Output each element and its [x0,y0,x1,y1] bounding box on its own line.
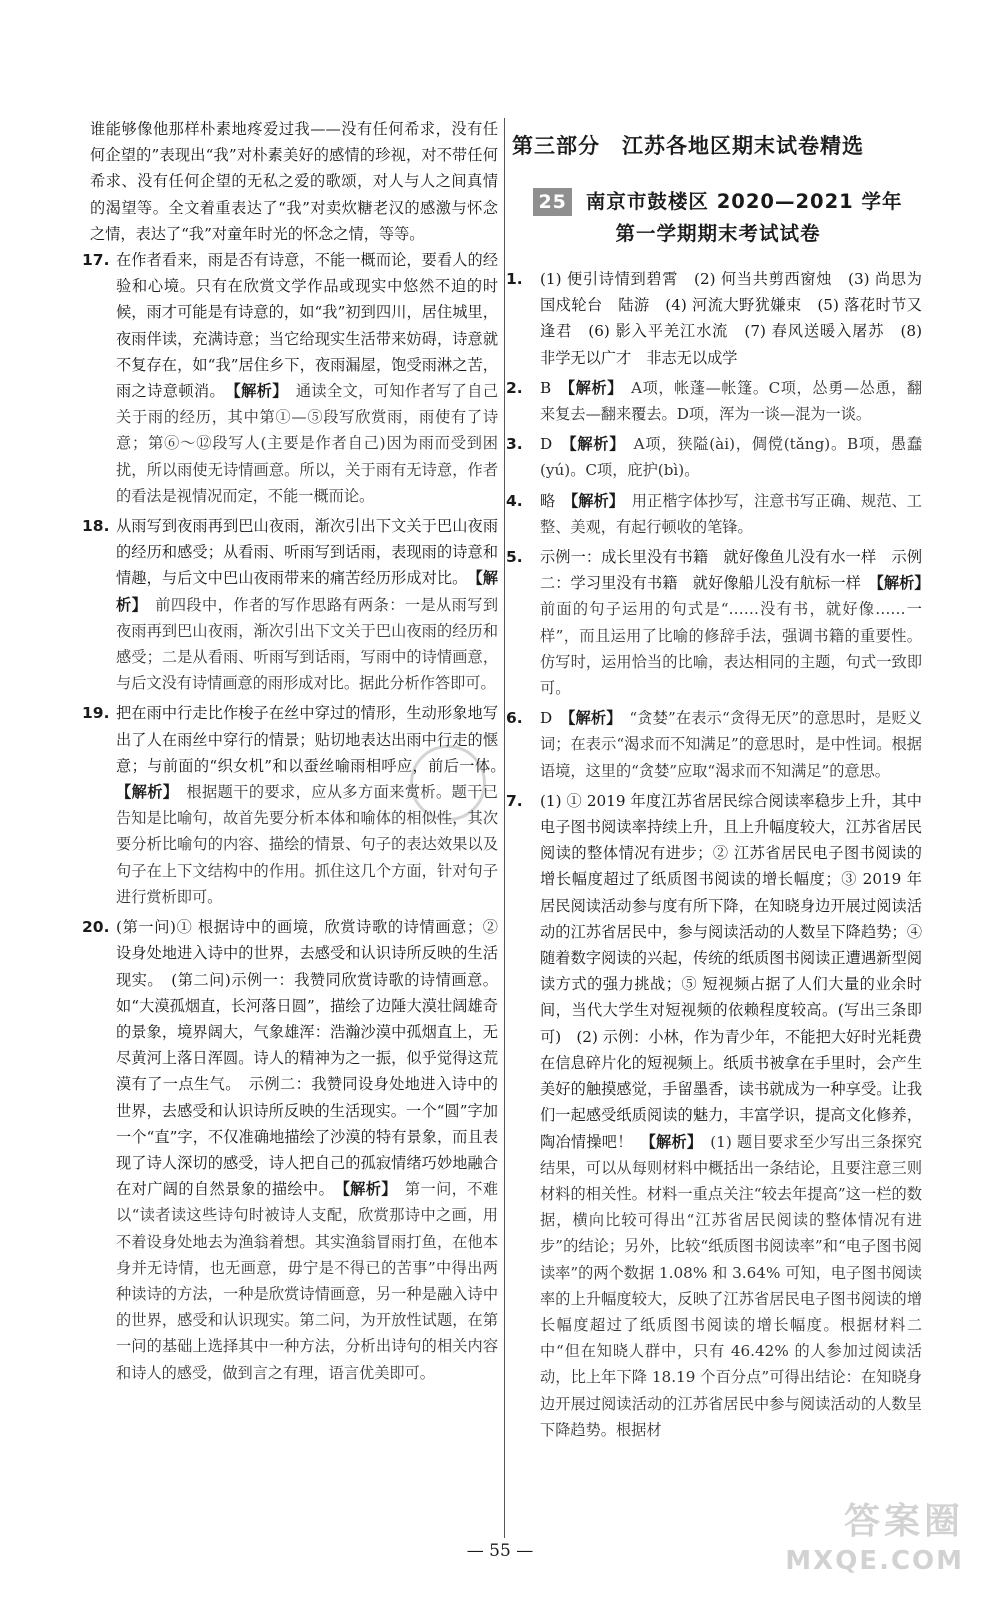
analysis-text: 通读全文，可知作者写了自己关于雨的经历，其中第①—⑤段写欣赏雨，雨使有了诗意；第⑥～⑫段写人(主要是作者自己)因为雨而受到困扰，所以雨使无诗情画意。所以，关于雨有无诗意，作者的看法是视情况而定，不能一概而论。 [116,382,499,505]
answer-item [82,914,499,1386]
analysis-text: 前面的句子运用的句式是“……没有书，就好像……一样”，而且运用了比喻的修辞手法，强调书籍的重要性。仿写时，运用恰当的比喻，表达相同的主题，句式一致即可。 [540,600,922,698]
analysis-tag: 【解析】 [648,1132,695,1151]
answer-number: 19. [82,704,110,723]
answer-text: D [540,709,553,728]
answer-text: (第一问)① 根据诗中的画境，欣赏诗歌的诗情画意；② 设身处地进入诗中的世界，去感受和认识诗所反映的生活现实。 (第二问)示例一：我赞同欣赏诗歌的诗情画意。如“大漠孤烟直，长河落日圆”，描绘了边陲大漠壮阔雄奇的景象，境界阔大，气象雄浑：浩瀚沙漠中孤烟直上，无尽黄河上落日浑圆。诗人的精神为之一振，似乎觉得这荒漠有了一点生气。 示例二：我赞同设身处地进入诗中的世界，去感受和认识诗所反映的生活现实。一个“圆”字加一个“直”字，不仅准确地描绘了沙漠的特有景象，而且表现了诗人深切的感受，诗人把自己的孤寂情绪巧妙地融合在对广阔的自然景象的描绘中。 [116,918,498,1199]
answer-text: 在作者看来，雨是否有诗意，不能一概而论，要看人的经验和心境。只有在欣赏文学作品或现实中悠然不迫的时候，雨才可能是有诗意的，如“我”初到四川，居住城里，夜雨伴读，充满诗意；当它给现实生活带来妨碍，诗意就不复存在，如“我”居住乡下，夜雨漏屋，饱受雨淋之苦，雨之诗意顿消。 [116,251,498,401]
analysis-text: (1) 题目要求至少写出三条探究结果，可以从每则材料中概括出一条结论，且要注意三则材料的相关性。材料一重点关注“较去年提高”这一栏的数据，横向比较可得出“江苏省居民阅读的整体情况有进步”的结论；另外，比较“纸质图书阅读率”和“电子图书阅读率”的两个数据 1.08% 和 3.64% 可知，电子图书阅读率的上升幅度较大，反映了江苏省居民电子图书阅读的增长幅度超过了纸质图书阅读的增长幅度。根据材料二中“但在知晓人群中，只有 46.42% 的人参加过阅读活动，比上年下降 18.19 个百分点”可得出结论：在知晓身边开展过阅读活动的江苏省居民中参与阅读活动的人数呈下降趋势。根据材 [540,1132,922,1439]
analysis-tag: 【解析】 [570,491,617,510]
answer-number: 1. [506,270,523,288]
answer-text: 从雨写到夜雨再到巴山夜雨，渐次引出下文关于巴山夜雨的经历和感受；从看雨、听雨写到话雨，表现雨的诗意和情趣，与后文中巴山夜雨带来的痛苦经历形成对比。 [116,517,498,588]
answer-number: 4. [506,491,523,510]
answer-item [506,544,922,701]
answer-item [82,513,499,696]
exam-title-line2: 第一学期期末考试试卷 [615,222,821,245]
answer-number: 20. [82,918,110,937]
answer-item [82,700,499,910]
exam-header [514,186,922,250]
analysis-tag: 【解析】 [116,569,498,614]
analysis-text: 根据题干的要求，应从多方面来赏析。题干已告知是比喻句，故首先要分析本体和喻体的相似性，其次要分析比喻句的内容、描绘的情景、句子的表达效果以及句子在上下文结构中的作用。抓住这几个方面，针对句子进行赏析即可。 [116,783,499,906]
analysis-tag: 【解析】 [568,435,618,454]
continuation-text: 谁能够像他那样朴素地疼爱过我——没有任何希求，没有任何企望的”表现出“我”对朴素美好的感情的珍视，对不带任何希求、没有任何企望的无私之爱的歌颂，对人与人之间真情的渴望等。全文着重表达了“我”对卖炊糖老汉的感激与怀念之情，表达了“我”对童年时光的怀念之情，等等。 [90,120,498,243]
answer-text: B [540,378,552,397]
answer-number: 3. [506,435,523,454]
exam-title-line1: 南京市鼓楼区 2020—2021 学年 [585,190,903,213]
answer-text: 示例一：成长里没有书籍 就好像鱼儿没有水一样 示例二：学习里没有书籍 就好像船儿没有航标一样 [540,548,922,593]
answer-item [506,375,923,427]
answer-item [506,266,922,371]
left-column [82,116,499,1390]
answer-text: 把在雨中行走比作梭子在丝中穿过的情形，生动形象地写出了人在雨丝中穿行的情景；贴切地表达出雨中行走的惬意；与前面的“织女机”和以蚕丝喻雨相呼应，前后一体。 [116,704,498,775]
right-answer-list [506,266,923,1443]
answer-text: 略 [540,491,556,510]
analysis-text: 第一问，不难以“读者读这些诗句时被诗人支配，欣赏那诗中之画，用不着设身处地去为渔翁着想。其实渔翁冒雨打鱼，在他本身并无诗情，也无画意，毋宁是不得已的苦事”中得出两种读诗的方法，一种是欣赏诗情画意，另一种是融入诗中的世界，感受和认识现实。第二问，为开放性试题，在第一问的基础上选择其中一种方法，分析出诗句的相关内容和诗人的感受，做到言之有理，语言优美即可。 [116,1180,499,1382]
answer-text: (1) ① 2019 年度江苏省居民综合阅读率稳步上升，其中电子图书阅读率持续上升，且上升幅度较大，江苏省居民阅读的整体情况有进步；② 江苏省居民电子图书阅读的增长幅度超过了纸质图书阅读的增长幅度；③ 2019 年居民阅读活动参与度有所下降，在知晓身边开展过阅读活动的江苏省居民中，参与阅读活动的人数呈下降趋势；④ 随着数字阅读的兴起，传统的纸质图书阅读正遭遇新型阅读方式的强力挑战；⑤ 短视频占据了人们大量的业余时间，当代大学生对短视频的依赖程度较高。(写出三条即可) (2) 示例：小林，作为青少年，不能把大好时光耗费在信息碎片化的短视频上。纸质书被拿在手里时，会产生美好的触摸感觉，手留墨香，读书就成为一种享受。让我们一起感受纸质阅读的魅力，丰富学识，提高文化修养，陶冶情操吧！ [540,791,922,1151]
watermark-title: 答案圈 [843,1501,964,1542]
analysis-tag: 【解析】 [876,574,922,593]
analysis-tag: 【解析】 [342,1180,390,1199]
analysis-tag: 【解析】 [567,709,614,728]
answer-text: D [540,435,553,454]
exam-number-badge: 25 [533,188,571,216]
analysis-tag: 【解析】 [567,378,616,397]
analysis-text: A项，狭隘(ài)，倜傥(tǎng)。B项，愚蠢(yú)。C项，庇护(bì)。 [540,435,923,480]
page-number: — 55 — [466,1541,534,1561]
right-column [506,116,923,1447]
answer-number: 7. [506,791,523,810]
answer-number: 6. [506,709,523,728]
answer-item [506,431,923,483]
answer-item [506,488,922,540]
answer-text: (1) 便引诗情到碧霄 (2) 何当共剪西窗烛 (3) 尚思为国戍轮台 陆游 (4) 河流大野犹嫌束 (5) 落花时节又逢君 (6) 影入平羌江水流 (7) 春风送暖入屠苏 (8) 非学无以广才 非志无以成学 [540,270,922,367]
answer-number: 18. [82,517,110,536]
answer-number: 17. [82,251,110,270]
answer-number: 2. [506,378,523,397]
answer-item [506,705,922,784]
answer-number: 5. [506,548,523,567]
watermark-url: MXQE.COM [785,1546,964,1576]
analysis-text: 前四段中，作者的写作思路有两条：一是从雨写到夜雨再到巴山夜雨，渐次引出下文关于巴山夜雨的经历和感受；二是从看雨、听雨写到话雨，写雨中的诗情画意，与后文没有诗情画意的雨形成对比。据此分析作答即可。 [116,595,499,693]
answer-item [82,247,499,509]
left-answer-list [82,247,499,1386]
site-watermark-logo [774,1498,964,1588]
analysis-tag: 【解析】 [116,783,171,802]
answer-item [506,788,922,1443]
analysis-text: “贪婪”在表示“贪得无厌”的意思时，是贬义词；在表示“渴求而不知满足”的意思时，是中性词。根据语境，这里的“贪婪”应取“渴求而不知满足”的意思。 [540,709,922,780]
column-divider [504,118,505,1538]
analysis-text: A项，帐蓬—帐篷。C项，怂勇—怂恿，翻来复去—翻来覆去。D项，浑为一谈—混为一谈。 [540,378,923,424]
analysis-tag: 【解析】 [233,382,281,401]
part-title: 第三部分 江苏各地区期末试卷精选 [512,134,864,158]
analysis-text: 用正楷字体抄写，注意书写正确、规范、工整、美观，有起行顿收的笔锋。 [540,491,922,536]
